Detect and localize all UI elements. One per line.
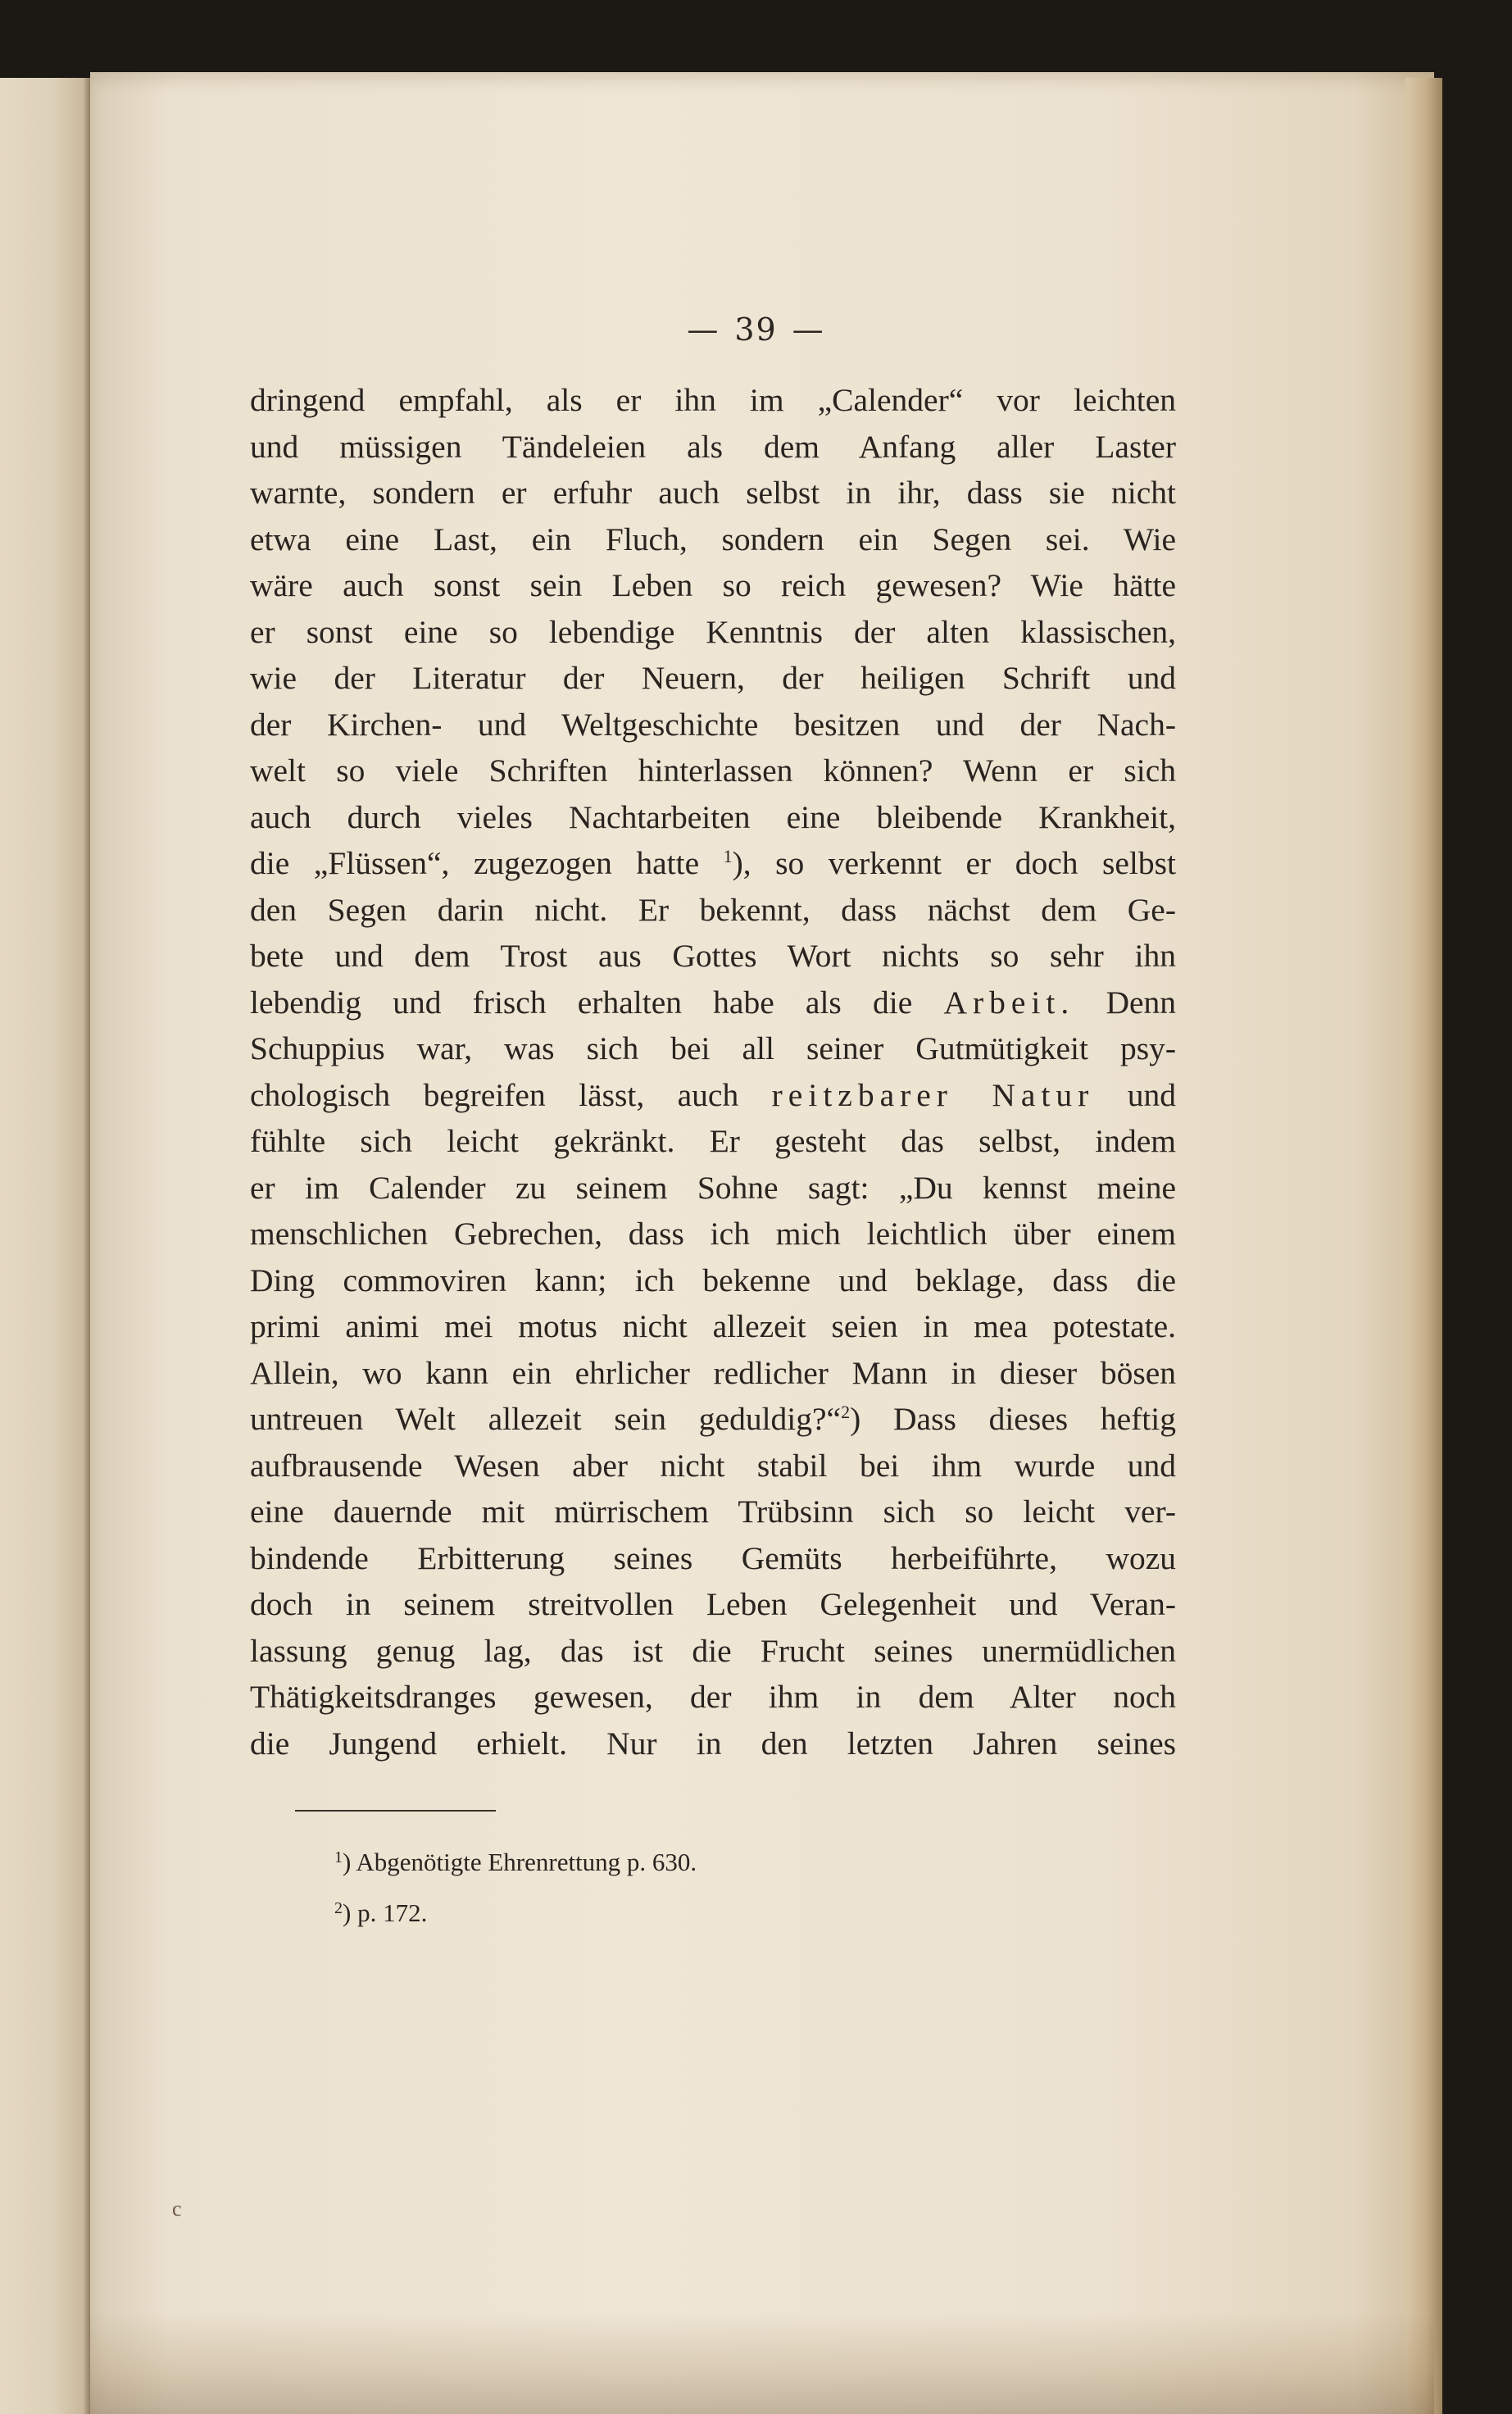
text-line: dringend empfahl, als er ihn im „Calender“ vor leichten — [250, 382, 1176, 418]
footnote-rule — [295, 1810, 496, 1812]
footnote-ref-2[interactable]: 2 — [841, 1402, 851, 1422]
left-page-edge — [0, 78, 90, 2414]
footnote-2 — [334, 1885, 697, 1936]
text-line: lassung genug lag, das ist die Frucht seines unermüdlichen — [250, 1632, 1176, 1669]
text-line: Ding commoviren kann; ich bekenne und beklage, dass die — [250, 1262, 1176, 1298]
spaced-emphasis: Arbeit. — [943, 984, 1075, 1021]
page-number: 39 — [734, 311, 778, 348]
text-line: eine dauernde mit mürrischem Trübsinn sich so leicht ver- — [250, 1493, 1176, 1530]
text-line-with-footnote-ref — [250, 1396, 1176, 1443]
text-line: wäre auch sonst sein Leben so reich gewesen? Wie hätte — [250, 567, 1176, 603]
text-line: aufbrausende Wesen aber nicht stabil bei ihm wurde und — [250, 1447, 1176, 1484]
footnote-mark: 2 — [334, 1899, 343, 1917]
text-line: er sonst eine so lebendige Kenntnis der alten klassischen, — [250, 613, 1176, 650]
text-line: Schuppius war, was sich bei all seiner Gutmütigkeit psy- — [250, 1030, 1176, 1066]
text-line: der Kirchen- und Weltgeschichte besitzen und der Nach- — [250, 706, 1176, 743]
text-line: menschlichen Gebrechen, dass ich mich leichtlich über einem — [250, 1216, 1176, 1252]
spaced-emphasis: reitzbarer Natur — [771, 1076, 1095, 1113]
page-right-edge — [1405, 78, 1442, 2414]
footnotes — [334, 1834, 697, 1936]
header-dash-left: — — [687, 311, 720, 348]
text-line: welt so viele Schriften hinterlassen können? Wenn er sich — [250, 752, 1176, 789]
text-segment: ), so verkennt er doch selbst — [732, 845, 1176, 881]
text-segment: ) Dass dieses heftig — [850, 1401, 1177, 1437]
text-line: doch in seinem streitvollen Leben Gelegenheit und Veran- — [250, 1586, 1176, 1622]
text-line: fühlte sich leicht gekränkt. Er gesteht das selbst, indem — [250, 1123, 1176, 1159]
text-segment: Denn — [1106, 984, 1177, 1021]
text-segment: die „Flüssen“, zugezogen hatte — [250, 845, 724, 881]
text-line: auch durch vieles Nachtarbeiten eine bleibende Krankheit, — [250, 798, 1176, 835]
text-line: etwa eine Last, ein Fluch, sondern ein Segen sei. Wie — [250, 521, 1176, 557]
page-bottom-shadow — [90, 2312, 1434, 2414]
text-line: die Jungend erhielt. Nur in den letzten Jahren seines — [250, 1725, 1176, 1762]
text-segment: lebendig und frisch erhalten habe als die — [250, 984, 913, 1021]
text-line: den Segen darin nicht. Er bekennt, dass nächst dem Ge- — [250, 891, 1176, 928]
body-text — [250, 377, 1176, 1766]
text-line: Thätigkeitsdranges gewesen, der ihm in dem Alter noch — [250, 1679, 1176, 1715]
text-segment: untreuen Welt allezeit sein geduldig?“ — [250, 1401, 842, 1437]
text-line: bete und dem Trost aus Gottes Wort nichts so sehr ihn — [250, 938, 1176, 974]
text-line: wie der Literatur der Neuern, der heiligen Schrift und — [250, 660, 1176, 696]
footnote-text: ) p. 172. — [343, 1898, 428, 1927]
text-line-with-emphasis — [250, 980, 1176, 1026]
text-segment: chologisch begreifen lässt, auch — [250, 1076, 739, 1113]
footnote-text: ) Abgenötigte Ehrenrettung p. 630. — [343, 1848, 697, 1876]
footnote-mark: 1 — [334, 1848, 343, 1866]
text-line-with-footnote-ref — [250, 840, 1176, 887]
header-dash-right: — — [792, 311, 825, 348]
text-line: warnte, sondern er erfuhr auch selbst in ihr, dass sie nicht — [250, 475, 1176, 511]
margin-mark: c — [172, 2197, 182, 2221]
text-line: primi animi mei motus nicht allezeit seien in mea potestate. — [250, 1308, 1176, 1344]
footnote-1 — [334, 1834, 697, 1885]
text-line: er im Calender zu seinem Sohne sagt: „Du kennst meine — [250, 1169, 1176, 1206]
page-header — [0, 311, 1512, 348]
text-line: und müssigen Tändeleien als dem Anfang aller Laster — [250, 428, 1176, 465]
text-line: bindende Erbitterung seines Gemüts herbeiführte, wozu — [250, 1539, 1176, 1576]
text-line-with-emphasis — [250, 1072, 1176, 1119]
footnote-ref-1[interactable]: 1 — [723, 846, 733, 866]
text-segment: und — [1127, 1076, 1176, 1113]
text-line: Allein, wo kann ein ehrlicher redlicher Mann in dieser bösen — [250, 1354, 1176, 1391]
